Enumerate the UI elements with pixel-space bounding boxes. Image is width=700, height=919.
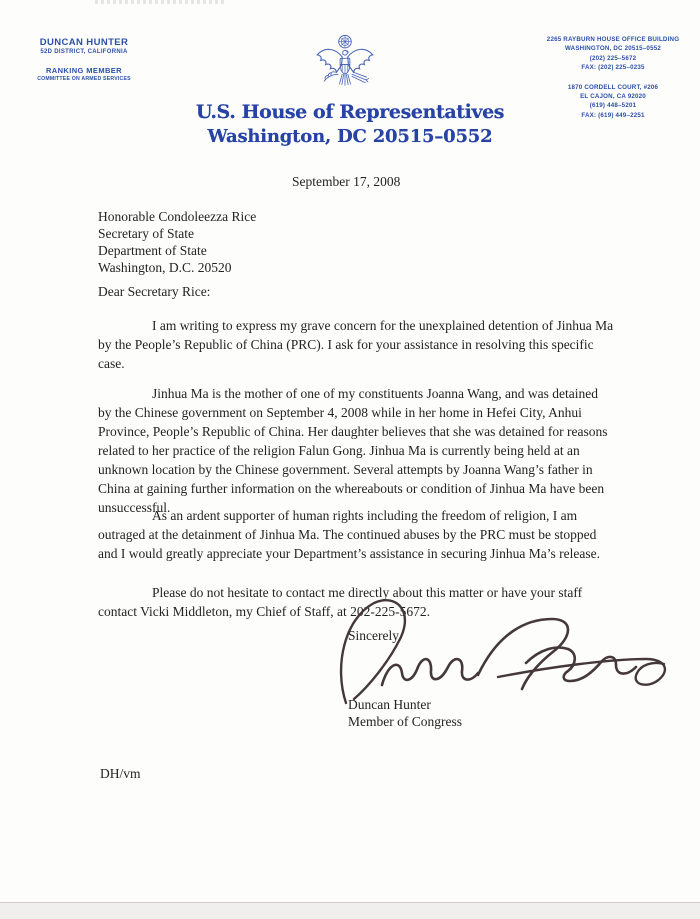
office-dc-line: WASHINGTON, DC 20515–0552 xyxy=(564,45,662,53)
member-district: 52D DISTRICT, CALIFORNIA xyxy=(40,49,128,55)
letterhead-offices-block xyxy=(528,35,698,120)
office-dc-line: FAX: (202) 225–0235 xyxy=(581,64,645,72)
member-name: DUNCAN HUNTER xyxy=(39,37,129,48)
office-district-line: FAX: (619) 449–2251 xyxy=(581,111,645,119)
body-paragraph-1: I am writing to express my grave concern for the unexplained detention of Jinhua Ma by the People’s Republic of China (PRC). I ask for your assistance in resolving this specific case. xyxy=(98,318,614,371)
body-paragraph-3: As an ardent supporter of human rights including the freedom of religion, I am outraged at the detainment of Jinhua Ma. The continued abuses by the PRC must be stopped and I would greatly appreciate your Department’s assistance in securing Jinhua Ma’s release. xyxy=(98,508,600,561)
reference-initials: DH/vm xyxy=(100,766,141,781)
office-district-line: 1870 CORDELL COURT, #206 xyxy=(567,83,659,91)
recipient-line: Honorable Condoleezza Rice xyxy=(98,209,257,224)
recipient-line: Department of State xyxy=(98,243,207,258)
letterhead-title: U.S. House of Representatives xyxy=(195,101,505,123)
member-committee: COMMITTEE ON ARMED SERVICES xyxy=(37,76,131,82)
office-dc-line: 2265 RAYBURN HOUSE OFFICE BUILDING xyxy=(546,36,680,43)
member-role: RANKING MEMBER xyxy=(45,66,122,75)
letterhead-subtitle: Washington, DC 20515–0552 xyxy=(207,126,493,147)
body-paragraph-4: Please do not hesitate to contact me directly about this matter or have your staff contact Vicki Middleton, my Chief of Staff, at 202-225-5672. xyxy=(98,585,583,619)
office-district-line: (619) 448–5201 xyxy=(589,102,637,110)
scanner-background xyxy=(0,903,700,919)
letter-date: September 17, 2008 xyxy=(292,174,401,189)
signature-printed-title: Member of Congress xyxy=(348,714,462,729)
signature-printed-name: Duncan Hunter xyxy=(348,697,431,712)
recipient-line: Secretary of State xyxy=(98,226,194,241)
scan-cutoff-text-remnant xyxy=(95,0,225,4)
great-seal-eagle-icon xyxy=(310,34,380,100)
recipient-address-block xyxy=(98,208,256,276)
office-dc-line: (202) 225–5672 xyxy=(589,54,637,62)
letterhead-member-block xyxy=(30,37,138,83)
recipient-line: Washington, D.C. 20520 xyxy=(98,260,232,275)
office-district-line: EL CAJON, CA 92020 xyxy=(580,93,646,101)
handwritten-signature xyxy=(330,597,675,707)
body-paragraph-2: Jinhua Ma is the mother of one of my constituents Joanna Wang, and was detained by the Chinese government on September 4, 2008 while in her home in Hefei City, Anhui Province, People’s Republic of China. Her daughter believes that she was detained for reasons related to her practice of the religion Falun Gong. Jinhua Ma is currently being held at an unknown location by the Chinese government. Several attempts by Joanna Wang’s father in China at gaining further information on the whereabouts or condition of Jinhua Ma have been unsuccessful. xyxy=(98,386,608,515)
salutation: Dear Secretary Rice: xyxy=(98,284,211,299)
closing-word: Sincerely, xyxy=(348,628,402,643)
